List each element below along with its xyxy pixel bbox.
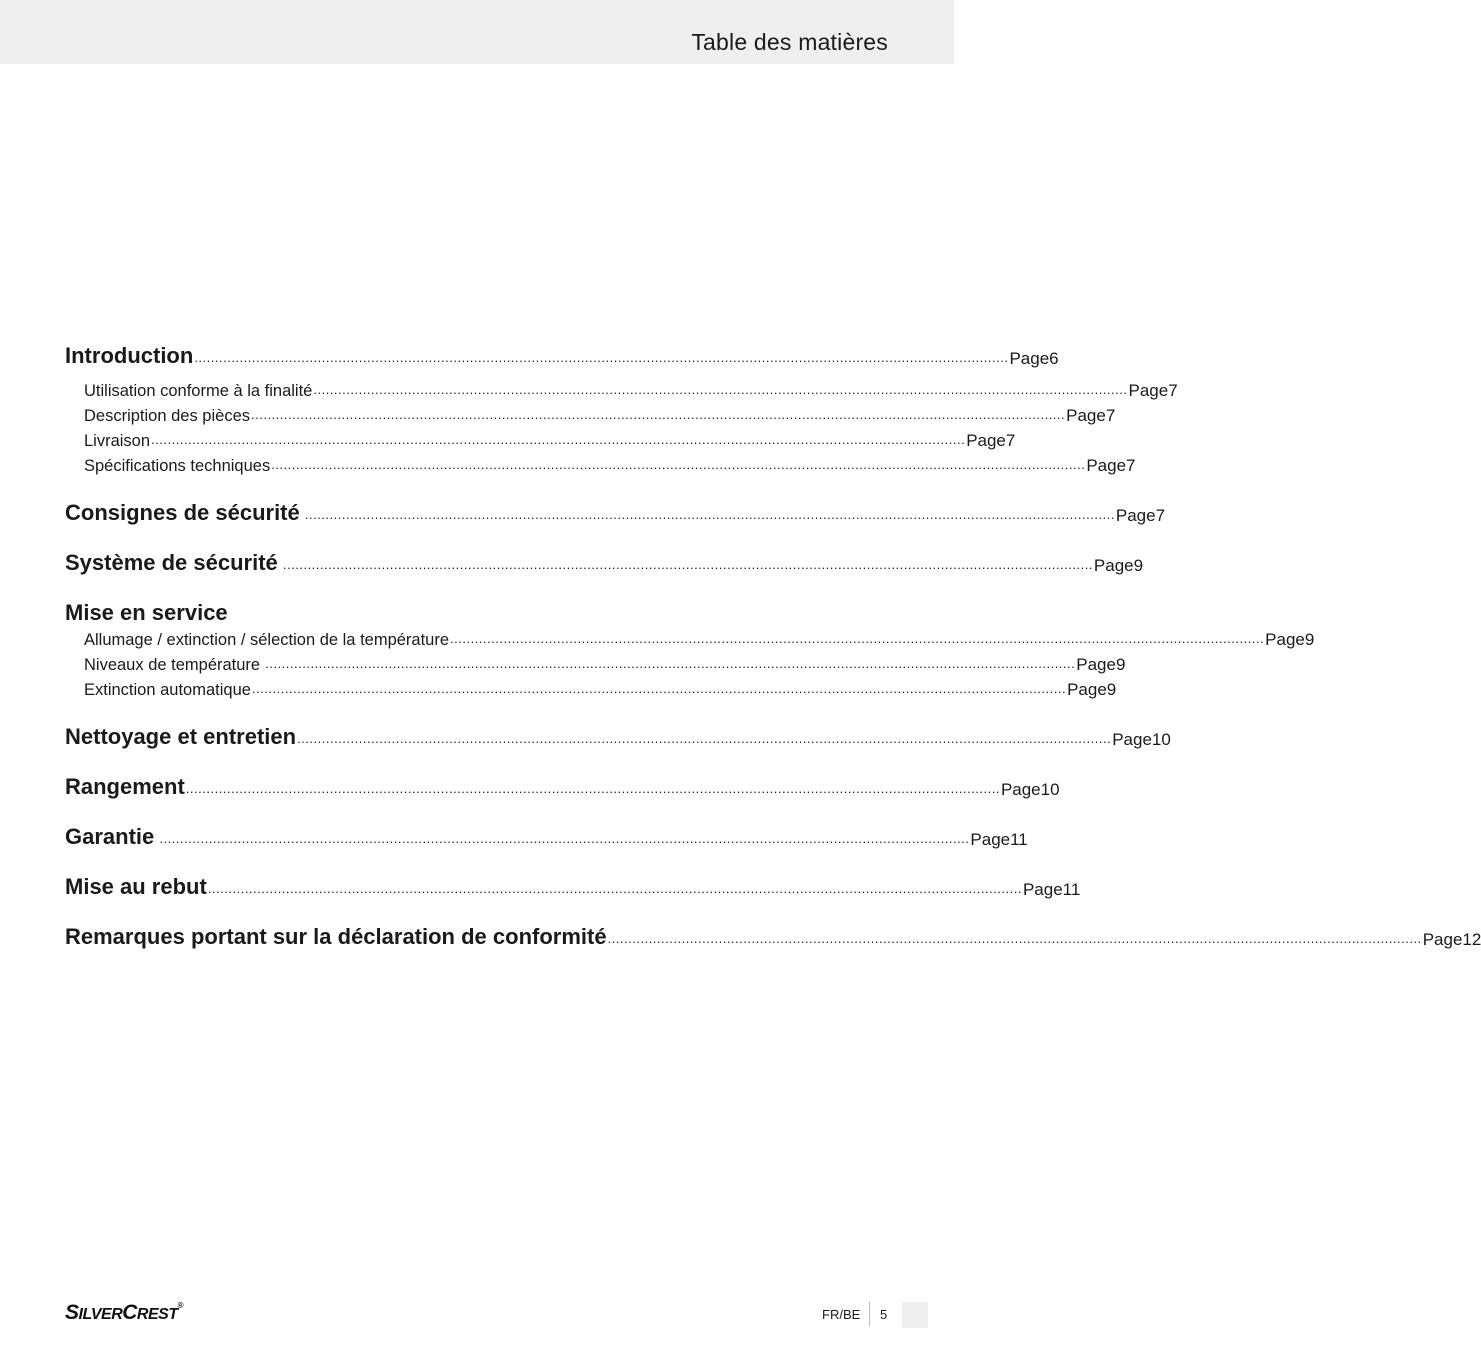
dot-leader: ...................................................................................................................................................................................................... — [607, 931, 1422, 946]
toc-entry-rangement[interactable] — [65, 774, 1060, 799]
page-label: Page — [1115, 506, 1156, 525]
toc-entry-specifications[interactable] — [65, 454, 1136, 475]
toc-entry-niveaux[interactable] — [65, 653, 1126, 674]
toc-entry-garantie[interactable] — [65, 824, 1028, 849]
logo-letters-ilver: ILVER — [78, 1306, 123, 1323]
page-label: Page — [1022, 880, 1063, 899]
dot-leader: ..................................................................................................................................................................................................... — [155, 831, 970, 846]
dot-leader: ...................................................................................................................................................................................................... — [271, 457, 1086, 472]
dot-leader: ..................................................................................................................................................................................................... — [300, 507, 1115, 522]
footer-tab-box — [902, 1302, 928, 1328]
dot-leader: ...................................................................................................................................................................................................... — [450, 631, 1265, 646]
toc-heading-mise-en-service[interactable] — [65, 602, 889, 624]
dot-leader: ...................................................................................................................................................................................................... — [297, 731, 1112, 746]
toc-entry-consignes[interactable] — [65, 500, 1166, 525]
page-number: 7 — [1005, 431, 1016, 450]
toc-entry-extinction[interactable] — [65, 678, 1117, 699]
page-number: 7 — [1126, 456, 1136, 475]
toc-entry-livraison[interactable] — [65, 429, 1016, 450]
toc-entry-title: Consignes de sécurité — [65, 500, 300, 525]
footer-divider — [869, 1302, 870, 1326]
page-number: 9 — [1304, 630, 1315, 649]
page-label: Page — [1112, 730, 1152, 749]
dot-leader: ...................................................................................................................................................................................................... — [207, 881, 1022, 896]
page-number: 10 — [1040, 780, 1060, 799]
toc-entry-title: Nettoyage et entretien — [65, 724, 297, 749]
logo-letter-c: C — [122, 1301, 137, 1324]
toc-entry-introduction[interactable] — [65, 343, 1059, 368]
page-title: Table des matières — [691, 29, 888, 55]
page-label: Page — [1422, 930, 1463, 949]
toc-entry-title: Garantie — [65, 824, 155, 849]
toc-entry-description[interactable] — [65, 404, 1116, 425]
page-label: Page — [966, 431, 1006, 450]
dot-leader: ...................................................................................................................................................................................................... — [313, 382, 1128, 397]
page-label: Page — [1066, 406, 1106, 425]
dot-leader: ...................................................................................................................................................................................................... — [151, 432, 966, 447]
toc-entry-title: Livraison — [84, 431, 151, 450]
logo-letter-s: S — [65, 1301, 79, 1324]
page-number: 11 — [1062, 880, 1081, 899]
page-label: Page — [970, 830, 1011, 849]
page-number: 11 — [1010, 830, 1028, 849]
dot-leader: ...................................................................................................................................................................................................... — [251, 407, 1066, 422]
page-label: Page — [1009, 349, 1050, 368]
toc-entry-title: Spécifications techniques — [84, 456, 271, 475]
footer-page-number: 5 — [880, 1307, 888, 1322]
registered-mark: ® — [177, 1301, 183, 1310]
logo-letters-rest: REST — [136, 1306, 178, 1323]
page-number: 7 — [1168, 381, 1178, 400]
toc-entry-remarques[interactable] — [65, 924, 1481, 949]
dot-leader: ..................................................................................................................................................................................................... — [278, 557, 1093, 572]
toc-entry-title: Allumage / extinction / sélection de la température — [84, 630, 450, 649]
toc-entry-title: Remarques portant sur la déclaration de conformité — [65, 924, 607, 949]
page-label: Page — [1076, 655, 1116, 674]
dot-leader: ...................................................................................................................................................................................................... — [251, 681, 1067, 696]
toc-entry-systeme[interactable] — [65, 550, 1144, 575]
footer-language-code: FR/BE — [822, 1307, 861, 1322]
toc-entry-title: Description des pièces — [84, 406, 250, 425]
page-number: 9 — [1106, 680, 1117, 699]
toc-entry-rebut[interactable] — [65, 874, 1081, 899]
page-number: 6 — [1049, 349, 1059, 368]
toc-entry-title: Introduction — [65, 343, 194, 368]
toc-entry-title: Utilisation conforme à la finalité — [84, 381, 313, 400]
page-number: 10 — [1151, 730, 1171, 749]
page-number: 7 — [1155, 506, 1166, 525]
dot-leader: ...................................................................................................................................................................................................... — [194, 350, 1009, 365]
page-label: Page — [1067, 680, 1107, 699]
toc-entry-title: Mise en service — [65, 600, 228, 625]
toc-entry-title: Rangement — [65, 774, 185, 799]
page-label: Page — [1128, 381, 1169, 400]
page-number: 9 — [1133, 556, 1144, 575]
dot-leader: ...................................................................................................................................................................................................... — [185, 781, 1000, 796]
page-label: Page — [1265, 630, 1305, 649]
toc-entry-title: Niveaux de température — [84, 655, 261, 674]
page-label: Page — [1000, 780, 1041, 799]
toc-entry-nettoyage[interactable] — [65, 724, 1171, 749]
page-number: 9 — [1115, 655, 1126, 674]
page-label: Page — [1093, 556, 1134, 575]
toc-entry-utilisation[interactable] — [65, 379, 1178, 400]
toc-entry-allumage[interactable] — [65, 628, 1315, 649]
toc-entry-title: Système de sécurité — [65, 550, 278, 575]
page-label: Page — [1086, 456, 1127, 475]
silvercrest-logo — [65, 1301, 183, 1325]
page-number: 7 — [1105, 406, 1116, 425]
table-of-contents — [65, 343, 1481, 949]
toc-entry-title: Extinction automatique — [84, 680, 251, 699]
toc-entry-title: Mise au rebut — [65, 874, 207, 899]
dot-leader: ..................................................................................................................................................................................................... — [261, 656, 1076, 671]
page-number: 12 — [1462, 930, 1481, 949]
